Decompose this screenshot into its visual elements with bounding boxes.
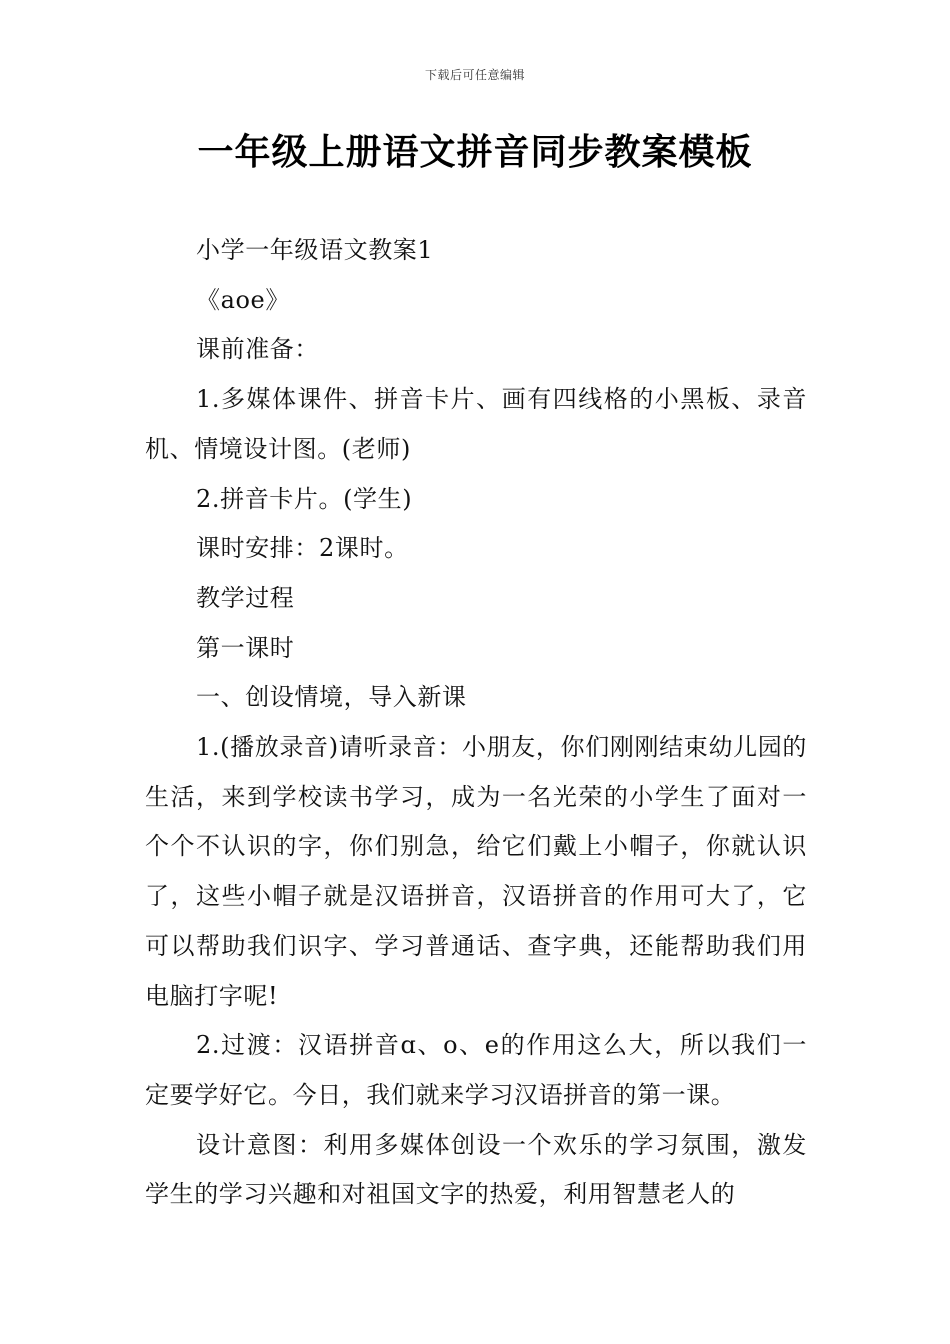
paragraph-preparation-student: 2.拼音卡片。(学生): [196, 484, 413, 513]
paragraph-process-heading: 教学过程: [196, 583, 295, 612]
paragraph-design-intent: 设计意图：利用多媒体创设一个欢乐的学习氛围，激发学生的学习兴趣和对祖国文字的热爱，利用智慧老人的: [145, 1130, 807, 1209]
paragraph-preparation-heading: 课前准备：: [196, 335, 319, 364]
paragraph-preparation-teacher: 1.多媒体课件、拼音卡片、画有四线格的小黑板、录音机、情境设计图。(老师): [145, 385, 807, 463]
paragraph-lesson-heading: 小学一年级语文教案1: [196, 236, 434, 264]
document-body: [145, 226, 807, 1220]
paragraph-first-lesson: 第一课时: [196, 633, 295, 662]
paragraph-schedule: 课时安排：2课时。: [196, 534, 409, 563]
paragraph-section-one: 一、创设情境，导入新课: [196, 683, 467, 712]
document-title: 一年级上册语文拼音同步教案模板: [197, 132, 753, 173]
paragraph-recording: 1.(播放录音)请听录音：小朋友，你们刚刚结束幼儿园的生活，来到学校读书学习，成为一名光荣的小学生了面对一个个不认识的字，你们别急，给它们戴上小帽子，你就认识了，这些小帽子就是汉语拼音，汉语拼音的作用可大了，它可以帮助我们识字、学习普通话、查字典，还能帮助我们用电脑打字呢!: [145, 733, 807, 1010]
header-note: 下载后可任意编辑: [424, 68, 525, 82]
paragraph-transition: 2.过渡：汉语拼音ɑ、o、e的作用这么大，所以我们一定要学好它。今日，我们就来学习汉语拼音的第一课。: [145, 1031, 807, 1109]
paragraph-lesson-name: 《aoe》: [196, 285, 290, 314]
